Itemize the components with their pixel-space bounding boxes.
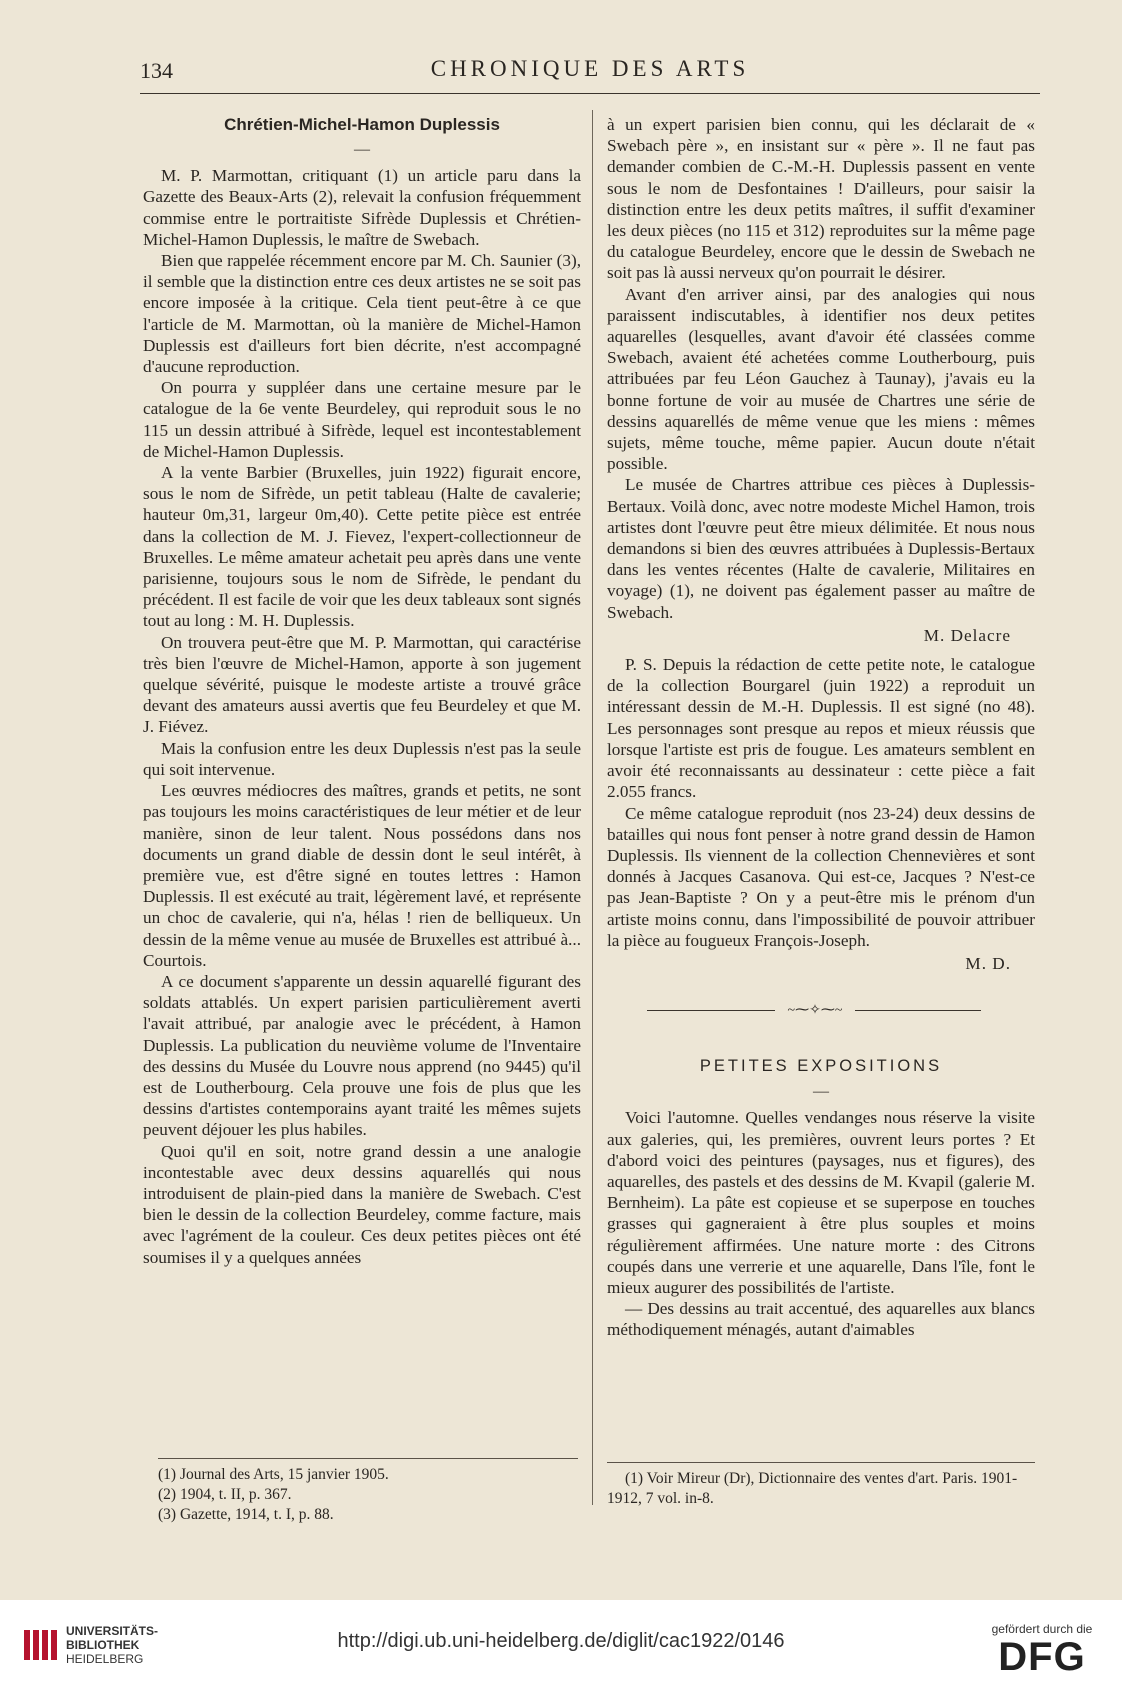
paragraph: Voici l'automne. Quelles vendanges nous réserve la visite aux galeries, qui, les premières, ouvrent leurs portes ? Et d'abord voici des peintures (paysages, nus et figures), des aquarelles, des pastels et des dessins de M. Kvapil (galerie M. Bernheim). La pâte est copieuse et se superpose en touches grasses qui gagneraient à être plus souples et moins régulièrement affirmées. Une nature morte : des Citrons coupés dans une verrerie et une aquarelle, Dans l'île, font le mieux augurer des possibilités de l'artiste.	[607, 1108, 1035, 1297]
postscript-paragraph: P. S. Depuis la rédaction de cette petite note, le catalogue de la collection Bourgarel (juin 1922) a reproduit un intéressant dessin de M.-H. Duplessis. Il est signé (no 48). Les personnages sont presque au repos et mieux réussis que lorsque l'artiste est pris de fougue. Les amateurs semblent en avoir été reconnaissants au dessinateur : cette pièce a fait 2.055 francs.	[607, 655, 1035, 802]
paragraph: Mais la confusion entre les deux Duplessis n'est pas la seule qui soit intervenue.	[143, 738, 581, 779]
right-column	[607, 114, 1035, 1341]
paragraph: On trouvera peut-être que M. P. Marmottan, qui caractérise très bien l'œuvre de Michel-Hamon, apporte à son jugement quelque sévérité, puisque le modeste artiste a trouvé grâce devant des amateurs aussi avertis que feu Beurdeley et que M. J. Fiévez.	[143, 632, 581, 737]
paragraph: à un expert parisien bien connu, qui les déclarait de « Swebach père », en insistant sur « père ». Il ne faut pas demander combien de C.-M.-H. Duplessis passent en vente sous le nom de Desfontaines ! D'ailleurs, pour saisir la distinction entre les deux petits maîtres, il suffit d'examiner les deux pièces (no 115 et 312) reproduites sur la même page du catalogue Beurdeley, encore que le dessin de Swebach ne soit pas là aussi nerveux qu'on pourrait le désirer.	[607, 115, 1035, 283]
footnote: (3) Gazette, 1914, t. I, p. 88.	[158, 1506, 334, 1523]
left-footnotes	[158, 1458, 578, 1525]
paragraph: Les œuvres médiocres des maîtres, grands et petits, ne sont pas toujours les moins caractéristiques de leur métier et de leur manière, sinon de leur talent. Nous possédons dans nos documents un grand diable de dessin dont le seul intérêt, à première vue, est d'être signé en toutes lettres : Hamon Duplessis. Il est exécuté au trait, légèrement lavé, et représente un choc de cavalerie, qui n'a, hélas ! rien de belliqueux. Un dessin de la même venue au musée de Bruxelles est attribué à... Courtois.	[143, 781, 581, 970]
paragraph: Avant d'en arriver ainsi, par des analogies qui nous paraissent indiscutables, à identifier nos deux petites aquarelles (lesquelles, avant d'avoir été classées comme Swebach, avaient été achetées comme Loutherbourg, puis attribuées par feu Léon Gauchez à Taunay), j'avais eu la bonne fortune de voir au musée de Chartres une série de dessins aquarellés de même venue que les miens : mêmes sujets, même touche, même papier. Aucun doute n'était possible.	[607, 284, 1035, 474]
column-divider	[592, 110, 593, 1505]
footnote: (2) 1904, t. II, p. 367.	[158, 1486, 292, 1503]
author-signature: M. Delacre	[923, 625, 1011, 645]
page-number: 134	[140, 58, 173, 83]
header-rule	[140, 93, 1040, 94]
dfg-logo: DFG	[998, 1635, 1086, 1679]
paragraph: Quoi qu'il en soit, notre grand dessin a une analogie incontestable avec deux dessins aquarellés qui nous introduisent de plain-pied dans la manière de Swebach. C'est bien le dessin de la collection Beurdeley, comme facture, mais avec l'agrément de la couleur. Ces deux petites pièces ont été soumises il y a quelques années	[143, 1141, 581, 1267]
running-head	[140, 56, 1040, 86]
journal-title: CHRONIQUE DES ARTS	[430, 56, 750, 81]
paragraph: A la vente Barbier (Bruxelles, juin 1922) figurait encore, sous le nom de Sifrède, un petit tableau (Halte de cavalerie; hauteur 0m,31, largeur 0m,40). Cette petite pièce est entrée dans la collection de M. J. Fievez, l'expert-collectionneur de Bruxelles. Le même amateur achetait peu après dans une vente parisienne, toujours sous le nom de Sifrède, le pendant du précédent. Il est facile de voir que les deux tableaux sont signés tout au long : M. H. Duplessis.	[143, 463, 581, 631]
right-footnotes	[607, 1462, 1035, 1509]
paragraph: Bien que rappelée récemment encore par M. Ch. Saunier (3), il semble que la distinction entre ces deux artistes ne se soit pas encore imposée à la critique. Cela tient peut-être à ce que l'article de M. Marmottan, où la manière de Michel-Hamon Duplessis est d'ailleurs fort bien décrite, n'est accompagné d'aucune reproduction.	[143, 251, 581, 377]
section-title: PETITES EXPOSITIONS	[699, 1057, 943, 1076]
left-column	[143, 114, 581, 1268]
article-title: Chrétien-Michel-Hamon Duplessis	[224, 115, 500, 134]
ornament-flourish: ~⁓✧⁓~	[775, 1000, 855, 1021]
funding-credit	[982, 1622, 1102, 1678]
paragraph: — Des dessins au trait accentué, des aquarelles aux blancs méthodiquement ménagés, autant d'aimables	[607, 1299, 1035, 1340]
postscript-paragraph: Ce même catalogue reproduit (nos 23-24) deux dessins de batailles qui nous font penser à notre grand dessin de Hamon Duplessis. Ils viennent de la collection Chennevières et sont donnés à Jacques Casanova. Qui est-ce, Jacques ? N'est-ce pas Jean-Baptiste ? On y a peut-être mis le prénom d'un artiste moins connu, dans l'impossibilité de pouvoir attribuer la pièce au fougueux François-Joseph.	[607, 803, 1035, 950]
footnote: (1) Journal des Arts, 15 janvier 1905.	[158, 1466, 389, 1483]
viewer-footer	[0, 1600, 1122, 1693]
section-ornament	[607, 998, 1035, 1024]
funding-label: gefördert durch die	[991, 1622, 1093, 1636]
paragraph: A ce document s'apparente un dessin aquarellé figurant des soldats attablés. Un expert parisien particulièrement averti l'avait attribué, par analogie avec le précédent, à Hamon Duplessis. La publication du neuvième volume de l'Inventaire des dessins du Musée du Louvre nous apprend (no 9445) qu'il est de Loutherbourg. Cela prouve une fois de plus que les dessins d'artistes contemporains ayant traité les mêmes sujets peuvent déjouer les plus habiles.	[143, 971, 581, 1140]
library-name-line: UNIVERSITÄTS-	[66, 1624, 159, 1638]
footnote: (1) Voir Mireur (Dr), Dictionnaire des ventes d'art. Paris. 1901-1912, 7 vol. in-8.	[607, 1470, 1018, 1507]
paragraph: M. P. Marmottan, critiquant (1) un article paru dans la Gazette des Beaux-Arts (2), relevait la confusion fréquemment commise entre le portraitiste Sifrède Duplessis et Chrétien-Michel-Hamon Duplessis, le maître de Swebach.	[143, 166, 581, 249]
library-name-line: HEIDELBERG	[66, 1652, 144, 1666]
library-name-line: BIBLIOTHEK	[66, 1638, 140, 1652]
postscript-signature: M. D.	[965, 953, 1011, 973]
title-dash: —	[354, 141, 370, 159]
paragraph: Le musée de Chartres attribue ces pièces à Duplessis-Bertaux. Voilà donc, avec notre modeste Michel Hamon, trois artistes dont l'œuvre peut être mieux délimitée. Et nous nous demandons si bien des œuvres attribuées à Duplessis-Bertaux dans les ventes récentes (Halte de cavalerie, Militaires en voyage) (1), ne doivent pas également passer au maître de Swebach.	[607, 475, 1035, 622]
paragraph: On pourra y suppléer dans une certaine mesure par le catalogue de la 6e vente Beurdeley, qui reproduit sous le no 115 un dessin attribué à Sifrède, lequel est incontestablement de Michel-Hamon Duplessis.	[143, 378, 581, 461]
permalink-url[interactable]: http://digi.ub.uni-heidelberg.de/diglit/cac1922/0146	[337, 1630, 785, 1652]
section-dash: —	[813, 1083, 829, 1101]
